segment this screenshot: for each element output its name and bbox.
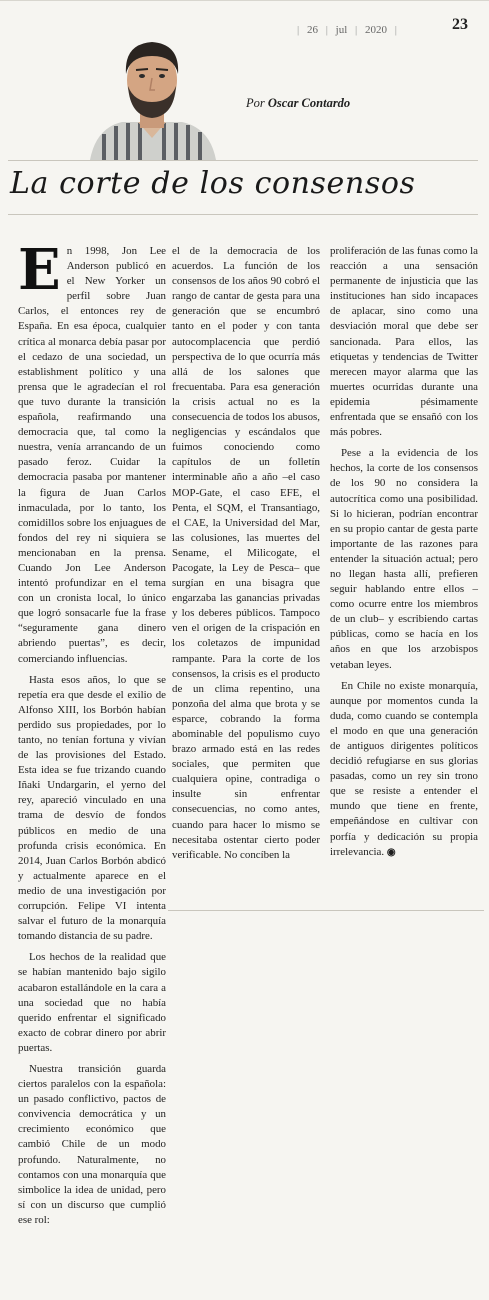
drop-cap: E: [18, 237, 61, 303]
article-column-3: [330, 244, 478, 866]
author-photo: [82, 30, 222, 160]
eye-right: [159, 74, 165, 78]
end-mark-icon: ◉: [386, 846, 396, 858]
article-paragraph: el de la democracia de los acuerdos. La función de los consensos de los años 90 cobró el rango de cantar de gesta para una generación que se encumbró tanto en el poder y con tanta autocomplacencia que perdió perspectiva de lo que ocurría más allá de los salones que frecuentaba. Para esa generación la crisis actual no es la consecuencia de todos los abusos, negligencias y escándalos que fuimos conociendo como capítulos de un folletín interminable año a año –el caso MOP-Gate, el caso EFE, el Penta, el SQM, el Transantiago, el CAE, la Universidad del Mar, las colusiones, las muertes del Sename, el Milicogate, el Pacogate, la Ley de Pesca– que surgían en una bisagra que engarzaba las ganancias privadas y los deberes públicos. Tampoco ven el origen de la crispación en los coletazos de impunidad rampante. Para la corte de los consensos, la crisis es el producto de un clima repentino, una ponzoña del alma que brota y se esparce, cobrando la forma abominable del populismo cuyo brazo armado está en las redes sociales, que permiten que cualquiera opine, contradiga o insulte sin enfrentar consecuencias, no como antes, cuando para hacer lo mismo se necesitaba ostentar cierto poder verificable. No concíben la: [172, 245, 320, 861]
issue-date: [292, 16, 472, 36]
title-rule-bottom: [8, 214, 478, 215]
title-rule-top: [8, 160, 478, 161]
article-title: La corte de los consensos: [10, 166, 416, 201]
author-name: Oscar Contardo: [267, 96, 351, 110]
date-year: 2020: [364, 24, 387, 36]
article-paragraph: Nuestra transición guarda ciertos paralelos con la española: un pasado conflictivo, pactos de convivencia democrática y un crecimiento económico que cambió Chile de un modo profundo. Naturalmente, no contamos con una monarquía que simbolice la idea de unidad, pero sí con un discurso que cumplió ese rol:: [18, 1062, 166, 1226]
article-paragraph: Pese a la evidencia de los hechos, la corte de los consensos de los 90 no considera la autocrítica como una posibilidad. Si lo hicieran, podrían encontrar en su propio cantar de gesta parte importante de las razones para entender la situación actual; pero no llegan hasta allí, prefieren seguir hablando entre ellos –como ocurre entre los miembros de un club– y escribiendo cartas públicas, como se hacía en los años en que los arzobispos vetaban leyes.: [330, 447, 478, 671]
date-separator: |: [394, 24, 397, 36]
eye-left: [139, 74, 145, 78]
article-column-1: [18, 237, 166, 1234]
article-paragraph: En 1998, Jon Lee Anderson publicó en el New Yorker un perfil sobre Juan Carlos, el entonces rey de España. En esa época, cualquier crítica al monarca debía pasar por el cedazo de una sociedad, un establishment político y una prensa que le agradecían el rol que tuvo durante la transición española, reafirmando una democracia que, tal como la nuestra, venía arrancando de un pasado feroz. Cuidar la democracia pasaba por mantener la figura de Juan Carlos inmaculada, por lo tanto, los comidillos sobre los enjuagues de fondos del rey ni siquiera se mencionaban en la prensa. Cuando Jon Lee Anderson intentó profundizar en el tema con un cronista local, lo único que logró sonsacarle fue la frase “seguramente gana dinero abriendo puertas”, es decir, comerciando influencias.: [18, 237, 166, 665]
article-paragraph: En Chile no existe monarquía, aunque por momentos cunda la duda, como cuando se contempla el modo en que una generación de antiguos dirigentes políticos decidió refugiarse en sus glorias pasadas, como un rey sin trono que se resiste a entender el mundo que tiene en frente, empeñándose en cultivar con porfía y dedicación su propia irrelevancia. ◉: [330, 679, 478, 858]
byline: [246, 96, 350, 111]
date-month: jul: [335, 24, 348, 36]
article-paragraph: Los hechos de la realidad que se habían mantenido bajo sigilo acabaron estallándole en la cara a una sociedad que no había querido enfrentar el significado exacto de cobrar dinero por abrir puertas.: [18, 951, 166, 1054]
brow-right: [156, 69, 168, 70]
page-number: 23: [452, 16, 468, 33]
date-separator: |: [325, 24, 328, 36]
article-column-2: [172, 244, 320, 869]
column-end-rule: [168, 910, 484, 911]
brow-left: [136, 69, 148, 70]
article-paragraph: proliferación de las funas como la reacción a una sensación permanente de injusticia que las instituciones han sido incapaces de aplacar, sino como una desviación moral que debe ser sancionada. Para ellos, las etiquetas y tendencias de Twitter merecen mayor alarma que las muertes ocurridas durante una epidemia pésimamente enfrentada que se ensañó con los más pobres.: [330, 245, 478, 439]
article-paragraph: Hasta esos años, lo que se repetía era que desde el exilio de Alfonso XIII, los Borbón habían perdido sus propiedades, por lo tanto, no tenían fortuna y vivían de las provisiones del Estado. Esta idea se fue trizando cuando Iñaki Undargarin, el yerno del rey, apareció vinculado en una trama de desvío de fondos públicos en medio de una profunda crisis económica. En 2014, Juan Carlos Borbón abdicó y actualmente aparece en el medio de una investigación por corrupción. Felipe VI intenta salvar el futuro de la monarquía tomando distancia de su padre.: [18, 673, 166, 943]
page-header: [0, 0, 489, 160]
date-separator: |: [297, 24, 300, 36]
date-separator: |: [355, 24, 358, 36]
byline-prefix: Por: [246, 96, 265, 110]
date-day: 26: [306, 24, 318, 36]
top-rule: [0, 0, 489, 1]
